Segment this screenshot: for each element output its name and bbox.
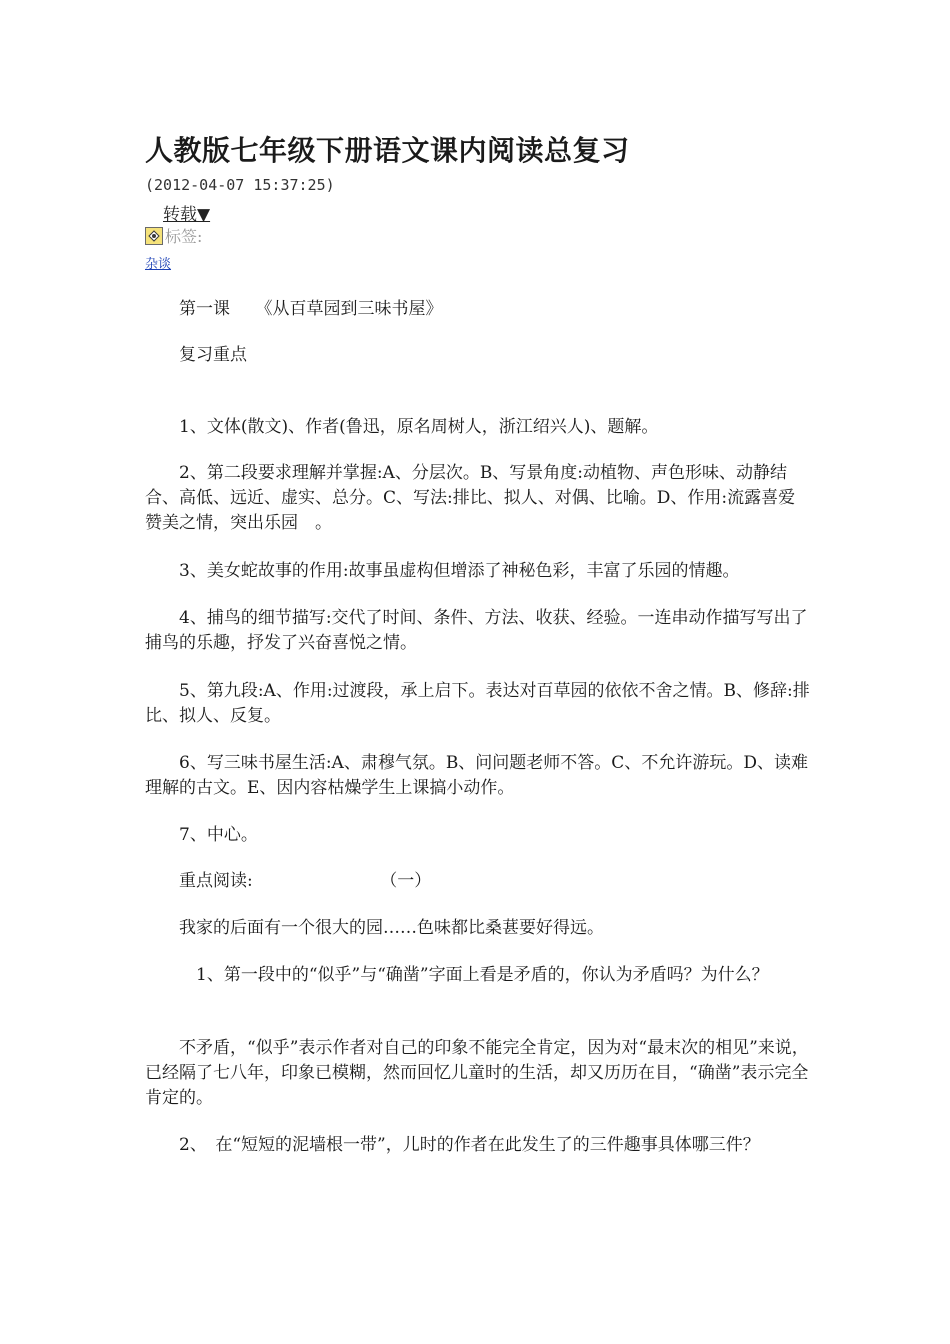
paragraph: 2、 在“短短的泥墙根一带”，儿时的作者在此发生了的三件趣事具体哪三件？ [145,1135,760,1155]
tag-icon [145,227,163,245]
paragraph: 1、第一段中的“似乎”与“确凿”字面上看是矛盾的，你认为矛盾吗？为什么？ [145,965,769,985]
paragraph: 复习重点 [145,345,247,365]
tag-link-zatan[interactable]: 杂谈 [145,257,172,272]
post-date: (2012-04-07 15:37:25) [145,176,335,194]
tags-label: 标签: [165,227,203,246]
paragraph: 3、美女蛇故事的作用:故事虽虚构但增添了神秘色彩，丰富了乐园的情趣。 [145,561,740,581]
paragraph: 6、写三味书屋生活:A、肃穆气氛。B、问问题老师不答。C、不允许游玩。D、读难理解的古文。E、因内容枯燥学生上课搞小动作。 [145,753,808,798]
paragraph: 我家的后面有一个很大的园……色味都比桑葚要好得远。 [145,918,604,938]
paragraph: 第一课 《从百草园到三味书屋》 [145,299,443,319]
paragraph: 7、中心。 [145,825,258,845]
article-title: 人教版七年级下册语文课内阅读总复习 [145,134,630,167]
paragraph: 4、捕鸟的细节描写:交代了时间、条件、方法、收获、经验。一连串动作描写写出了捕鸟的乐趣，抒发了兴奋喜悦之情。 [145,608,808,653]
paragraph: 重点阅读: （一） [145,871,432,891]
paragraph: 1、文体(散文)、作者(鲁迅，原名周树人，浙江绍兴人)、题解。 [145,417,659,437]
paragraph: 不矛盾，“似乎”表示作者对自己的印象不能完全肯定，因为对“最末次的相见”来说，已经隔了七八年，印象已模糊，然而回忆儿童时的生活，却又历历在目，“确凿”表示完全肯定的。 [145,1038,809,1108]
repost-link[interactable]: 转载▼ [163,205,211,225]
tags-row [145,224,202,247]
paragraph: 2、第二段要求理解并掌握:A、分层次。B、写景角度:动植物、声色形味、动静结合、高低、远近、虚实、总分。C、写法:排比、拟人、对偶、比喻。D、作用:流露喜爱赞美之情，突出乐园 。 [145,463,796,533]
paragraph: 5、第九段:A、作用:过渡段，承上启下。表达对百草园的依依不舍之情。B、修辞:排比、拟人、反复。 [145,681,810,726]
